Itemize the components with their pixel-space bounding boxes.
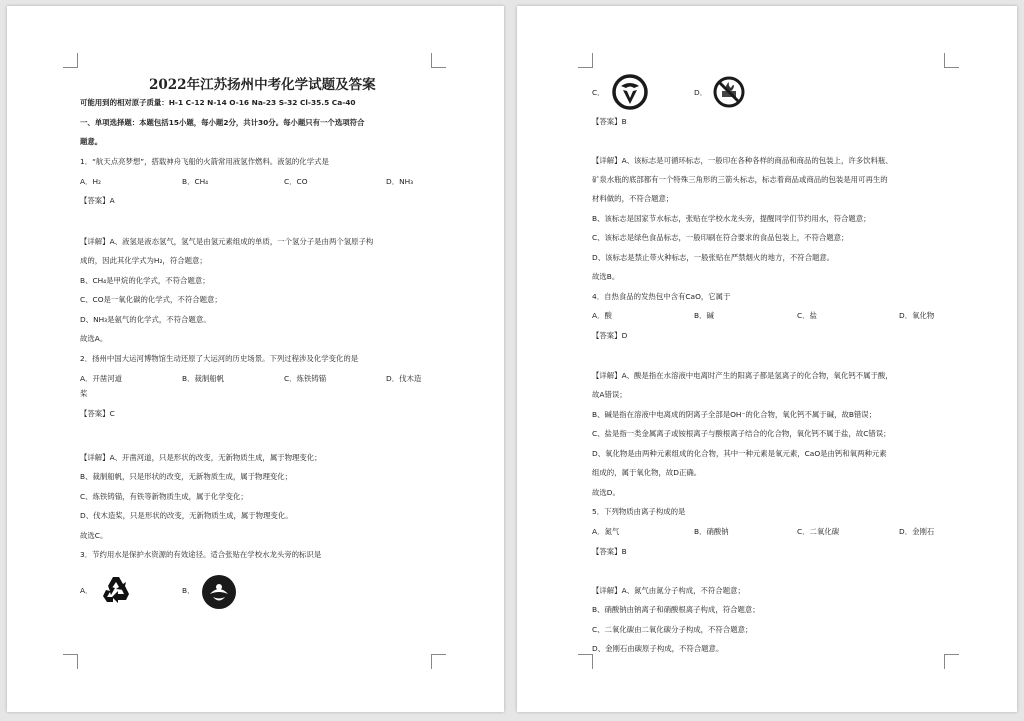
q2-detail: B、裁制船帆，只是形状的改变，无新物质生成，属于物理变化； (80, 472, 293, 481)
q2-option-c: C．炼铁铸锚 (284, 374, 327, 383)
water-saving-icon (201, 574, 237, 610)
q5-option-c: C．二氧化碳 (797, 527, 840, 536)
q2-option-d: D．伐木造 (386, 374, 422, 383)
q4-conclusion: 故选D。 (592, 488, 620, 497)
page-title: 2022年江苏扬州中考化学试题及答案 (149, 77, 376, 93)
q2-detail: D、伐木造桨，只是形状的改变，无新物质生成，属于物理变化。 (80, 511, 293, 520)
q5-detail: C、二氧化碳由二氧化碳分子构成，不符合题意； (592, 625, 753, 634)
q5-option-d: D．金刚石 (899, 527, 935, 536)
q4-detail: C、盐是指一类金属离子或铵根离子与酸根离子结合的化合物，氧化钙不属于盐，故C错误； (592, 429, 891, 438)
q1-option-b: B．CH₄ (182, 177, 209, 186)
q3-detail: 材料做的，不符合题意； (592, 194, 674, 203)
page-corner-mark (431, 654, 446, 669)
q4-answer: 【答案】D (592, 331, 628, 340)
page-corner-mark (63, 53, 78, 68)
question-5: 5．下列物质由离子构成的是 (592, 507, 686, 516)
q1-detail: C、CO是一氧化碳的化学式，不符合题意； (80, 295, 222, 304)
recycle-icon (99, 574, 133, 608)
q4-option-a: A．酸 (592, 311, 612, 320)
question-3: 3．节约用水是保护水资源的有效途径。适合张贴在学校水龙头旁的标识是 (80, 550, 322, 559)
q4-detail: B、碱是指在溶液中电离成的阴离子全部是OH⁻的化合物，氧化钙不属于碱，故B错误； (592, 410, 877, 419)
q3-option-b-label: B． (182, 586, 195, 595)
question-2: 2．扬州中国大运河博物馆生动还原了大运河的历史场景。下列过程涉及化学变化的是 (80, 354, 359, 363)
q2-detail: C、炼铁铸锚，有铁等新物质生成，属于化学变化； (80, 492, 248, 501)
section-heading-cont: 题意。 (80, 137, 103, 146)
q5-detail: D、金刚石由碳原子构成，不符合题意。 (592, 644, 724, 653)
q5-option-b: B．硝酸钠 (694, 527, 729, 536)
q1-option-c: C．CO (284, 177, 308, 186)
q1-answer: 【答案】A (80, 196, 115, 205)
q2-conclusion: 故选C。 (80, 531, 108, 540)
q3-option-c-label: C． (592, 88, 605, 97)
question-4: 4．自热食品的发热包中含有CaO，它属于 (592, 292, 731, 301)
q3-detail: 【详解】A、该标志是可循环标志，一般印在各种各样的商品和商品的包装上，许多饮料瓶、 (592, 156, 893, 165)
page-corner-mark (578, 654, 593, 669)
q1-detail: B、CH₄是甲烷的化学式，不符合题意； (80, 276, 210, 285)
atomic-masses-line: 可能用到的相对原子质量：H-1 C-12 N-14 O-16 Na-23 S-32 Cl-35.5 Ca-40 (80, 98, 356, 107)
no-fire-icon (713, 76, 745, 108)
q3-option-a-label: A． (80, 586, 93, 595)
q1-conclusion: 故选A。 (80, 334, 108, 343)
q4-option-c: C．盐 (797, 311, 817, 320)
q1-detail: 成的，因此其化学式为H₂，符合题意； (80, 256, 207, 265)
q3-detail: D、该标志是禁止带火种标志，一般张贴在严禁烟火的地方，不符合题意。 (592, 253, 835, 262)
q4-detail: 故A错误； (592, 390, 627, 399)
page-corner-mark (63, 654, 78, 669)
page-corner-mark (944, 654, 959, 669)
section-heading: 一、单项选择题：本题包括15小题，每小题2分，共计30分。每小题只有一个选项符合 (80, 118, 365, 127)
q2-option-b: B．裁制船帆 (182, 374, 225, 383)
q5-detail: B、硝酸钠由钠离子和硝酸根离子构成，符合题意； (592, 605, 760, 614)
q2-option-d-cont: 桨 (80, 389, 88, 398)
q5-option-a: A．氮气 (592, 527, 620, 536)
q3-answer: 【答案】B (592, 117, 627, 126)
page-corner-mark (944, 53, 959, 68)
q4-detail: D、氧化物是由两种元素组成的化合物，其中一种元素是氧元素，CaO是由钙和氧两种元素 (592, 449, 887, 458)
q2-answer: 【答案】C (80, 409, 115, 418)
q4-detail: 组成的，属于氧化物，故D正确。 (592, 468, 702, 477)
q1-detail: 【详解】A、液氢是液态氢气，氢气是由氢元素组成的单质，一个氢分子是由两个氢原子构 (80, 237, 374, 246)
q2-detail: 【详解】A、开凿河道，只是形状的改变，无新物质生成，属于物理变化； (80, 453, 322, 462)
page-corner-mark (431, 53, 446, 68)
question-1: 1．“航天点亮梦想”，搭载神舟飞船的火箭常用液氢作燃料。液氢的化学式是 (80, 157, 329, 166)
q3-detail: C、该标志是绿色食品标志，一般印刷在符合要求的食品包装上，不符合题意； (592, 233, 849, 242)
q3-conclusion: 故选B。 (592, 272, 620, 281)
q1-detail: D、NH₃是氨气的化学式，不符合题意。 (80, 315, 211, 324)
q4-detail: 【详解】A、酸是指在水溶液中电离时产生的阳离子都是氢离子的化合物，氧化钙不属于酸， (592, 371, 893, 380)
q1-option-d: D．NH₃ (386, 177, 414, 186)
q5-answer: 【答案】B (592, 547, 627, 556)
q3-detail: B、该标志是国家节水标志，张贴在学校水龙头旁，提醒同学们节约用水，符合题意； (592, 214, 871, 223)
q3-detail: 矿泉水瓶的底部都有一个特殊三角形的三箭头标志，标志着商品或商品的包装是用可再生的 (592, 175, 888, 184)
page-corner-mark (578, 53, 593, 68)
q5-detail: 【详解】A、氮气由氮分子构成，不符合题意； (592, 586, 745, 595)
q1-option-a: A．H₂ (80, 177, 101, 186)
green-food-icon (612, 74, 648, 110)
document-page-right (517, 6, 1017, 712)
q4-option-d: D．氧化物 (899, 311, 935, 320)
document-page-left (7, 6, 504, 712)
q4-option-b: B．碱 (694, 311, 714, 320)
q2-option-a: A．开凿河道 (80, 374, 123, 383)
q3-option-d-label: D． (694, 88, 708, 97)
